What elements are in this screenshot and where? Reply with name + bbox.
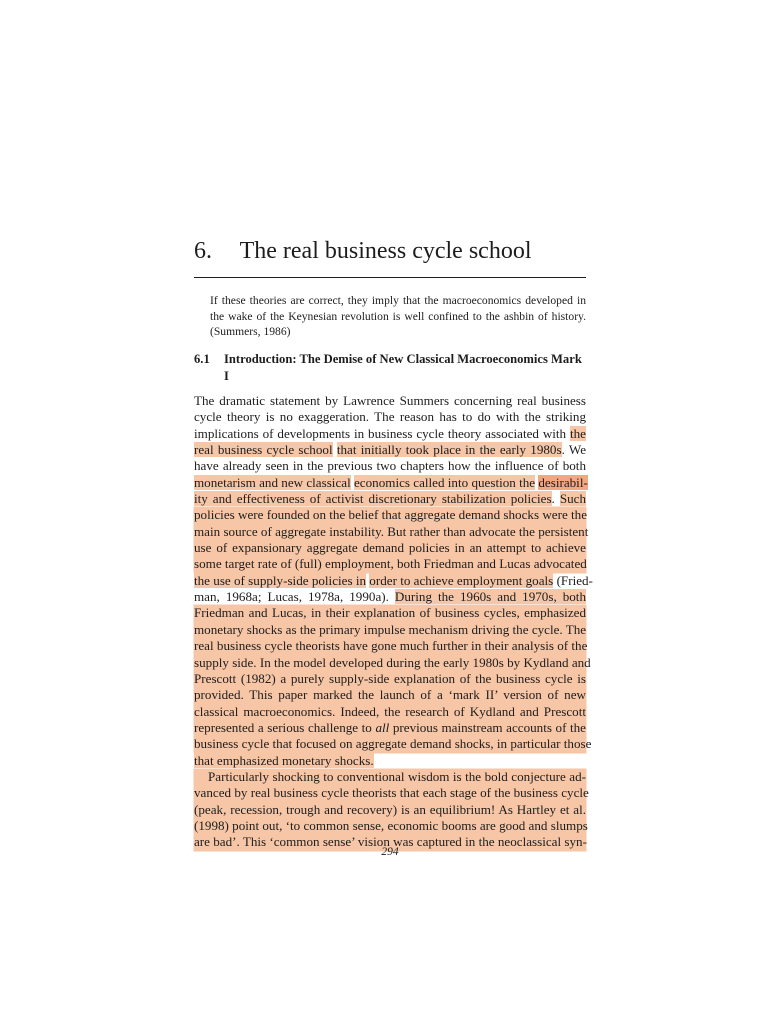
highlight-span[interactable]: ity and effectiveness of activist discretionary stabilization policies [194, 491, 552, 507]
text-line[interactable] [194, 704, 586, 720]
chapter-title-text: The real business cycle school [239, 238, 532, 264]
text-line[interactable] [194, 523, 589, 540]
highlight-span[interactable]: Such [559, 491, 587, 507]
highlight-span[interactable]: that emphasized monetary shocks. [194, 752, 374, 768]
title-rule [194, 277, 586, 278]
text-span: classical macroeconomics. Indeed, the research of Kydland and Prescott [194, 703, 586, 719]
highlight-span[interactable]: the [570, 425, 586, 441]
text-span: supply side. In the model developed during the early 1980s by Kydland and [194, 654, 591, 670]
text-span: have already seen in the previous two chapters how the influence of both [194, 458, 586, 474]
text-line [194, 475, 586, 491]
section-heading [194, 351, 586, 385]
text-span: provided. This paper marked the launch of a ‘mark II’ version of new [194, 687, 586, 703]
text-line [194, 491, 586, 507]
text-line [194, 572, 593, 589]
text-span: Particularly shocking to conventional wisdom is the bold conjecture ad- [208, 768, 586, 784]
highlight-span[interactable]: the use of supply-side policies in [194, 572, 367, 588]
emphasis-text: all [375, 719, 390, 735]
text-line[interactable] [194, 605, 586, 621]
text-line [194, 393, 586, 409]
text-line [194, 409, 586, 425]
text-line[interactable] [194, 785, 589, 801]
highlight-span[interactable]: During the 1960s and 1970s, both [394, 589, 586, 605]
text-span: (Fried- [556, 572, 593, 588]
text-span: are bad’. This ‘common sense’ vision was captured in the neoclassical syn- [194, 834, 587, 850]
text-line[interactable] [194, 622, 586, 638]
text-span: Prescott (1982) a purely supply-side explanation of the business cycle is [194, 670, 586, 686]
body-text [194, 393, 593, 851]
text-span: some target rate of (full) employment, both Friedman and Lucas advocated [194, 556, 587, 572]
text-span: The dramatic statement by Lawrence Summers concerning real business [194, 393, 586, 408]
text-span: business cycle that focused on aggregate demand shocks, in particular those [194, 736, 592, 752]
highlight-span[interactable]: real business cycle school [194, 442, 333, 458]
text-span: implications of developments in business cycle theory associated with [194, 425, 567, 441]
text-line [194, 458, 586, 474]
text-line [194, 442, 586, 458]
highlight-span[interactable]: that initially took place in the early 1980s [336, 442, 562, 458]
text-span: main source of aggregate instability. But rather than advocate the persistent [194, 523, 589, 539]
text-line[interactable] [194, 671, 586, 687]
chapter-title [194, 233, 594, 269]
text-line[interactable] [194, 638, 586, 654]
chapter-number: 6. [194, 238, 212, 264]
text-span: man, 1968a; Lucas, 1978a, 1990a). [194, 589, 389, 605]
text-line [194, 589, 586, 605]
section-number: 6.1 [194, 352, 210, 366]
text-span: . We [561, 442, 587, 458]
text-line [194, 753, 586, 769]
text-span: vanced by real business cycle theorists that each stage of the business cycle [194, 785, 589, 801]
text-span: cycle theory is no exaggeration. The reason has to do with the striking [194, 409, 586, 425]
text-span: . [551, 491, 555, 507]
text-line[interactable] [194, 818, 586, 834]
text-line[interactable] [194, 687, 586, 703]
epigraph: If these theories are correct, they imply that the macroeconomics developed in the wake of the Keynesian revolution is well confined to the ashbin of history. (Summers, 1986) [210, 294, 586, 339]
text-line[interactable] [194, 769, 586, 785]
highlight-span[interactable]: desirabil- [538, 474, 588, 490]
text-span: (1998) point out, ‘to common sense, economic booms are good and slumps [194, 817, 588, 833]
text-line[interactable] [194, 556, 586, 572]
text-line[interactable] [194, 736, 592, 752]
text-line[interactable] [194, 540, 586, 556]
text-line[interactable] [194, 507, 586, 523]
text-line[interactable] [194, 802, 586, 818]
highlight-span[interactable]: order to achieve employment goals [369, 572, 554, 588]
text-span: use of expansionary aggregate demand policies in an attempt to achieve [194, 540, 586, 556]
text-span: previous mainstream accounts of the [392, 719, 586, 735]
section-title: Introduction: The Demise of New Classical Macroeconomics Mark I [224, 352, 582, 383]
text-span: monetary shocks as the primary impulse mechanism driving the cycle. The [194, 621, 587, 637]
text-line [194, 426, 586, 442]
highlight-span[interactable]: monetarism and new classical [194, 474, 351, 490]
text-span: (peak, recession, trough and recovery) is an equilibrium! As Hartley et al. [194, 801, 586, 817]
text-span: Friedman and Lucas, in their explanation of business cycles, emphasized [194, 605, 586, 621]
text-span: represented a serious challenge to [194, 719, 372, 735]
text-line[interactable] [194, 720, 586, 736]
page-number: 294 [381, 846, 399, 858]
highlight-span[interactable]: economics called into question the [354, 474, 536, 490]
text-span: real business cycle theorists have gone much further in their analysis of the [194, 638, 588, 654]
text-span: policies were founded on the belief that aggregate demand shocks were the [194, 507, 588, 523]
text-line[interactable] [194, 654, 591, 671]
